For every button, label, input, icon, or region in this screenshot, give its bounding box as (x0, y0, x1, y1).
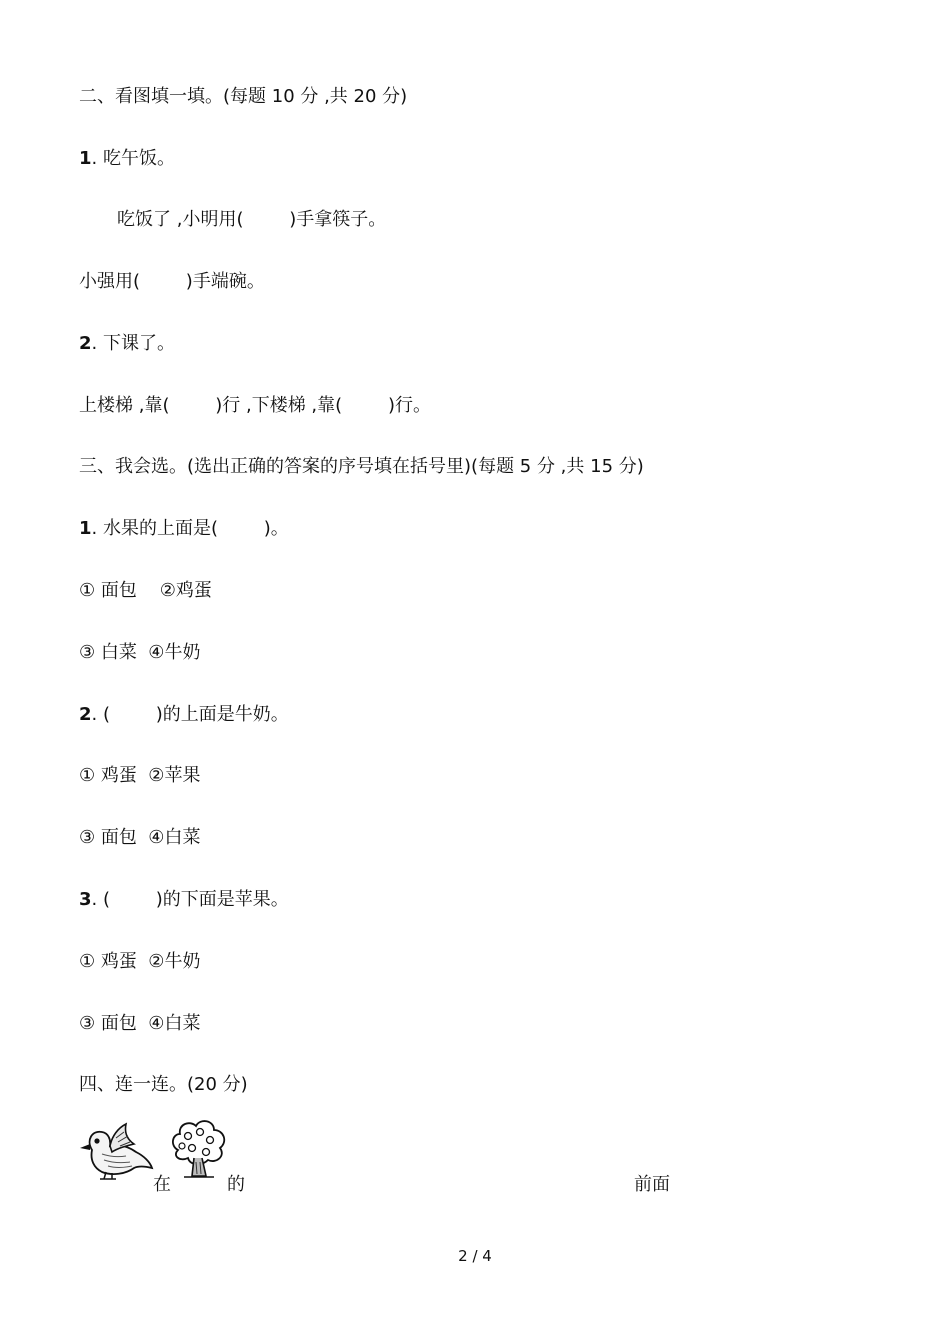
choice-question-1-options-a: ① 面包 ②鸡蛋 (79, 580, 212, 601)
connect-word-front: 前面 (634, 1174, 670, 1195)
bird-icon (78, 1122, 154, 1180)
question-text: . ( )的下面是苹果。 (91, 889, 289, 910)
choice-question-2-options-b: ③ 面包 ④白菜 (79, 827, 201, 848)
question-1-title (79, 147, 175, 171)
question-number: 2 (79, 333, 92, 354)
question-1-line-1: 吃饭了 ,小明用( )手拿筷子。 (117, 209, 387, 230)
question-number: 3 (79, 889, 92, 910)
section-3-heading: 三、我会选。(选出正确的答案的序号填在括号里)(每题 5 分 ,共 15 分) (79, 456, 644, 477)
question-number: 1 (79, 518, 92, 539)
choice-question-2-options-a: ① 鸡蛋 ②苹果 (79, 765, 201, 786)
choice-question-3-options-a: ① 鸡蛋 ②牛奶 (79, 951, 201, 972)
question-number: 2 (79, 704, 92, 725)
section-2-heading: 二、看图填一填。(每题 10 分 ,共 20 分) (79, 86, 408, 107)
tree-icon (170, 1118, 228, 1180)
question-2-title (79, 332, 175, 356)
choice-question-1-options-b: ③ 白菜 ④牛奶 (79, 642, 201, 663)
choice-question-1-title (79, 517, 289, 541)
question-text: . ( )的上面是牛奶。 (91, 704, 289, 725)
question-text: . 吃午饭。 (91, 148, 175, 169)
question-text: . 水果的上面是( )。 (91, 518, 289, 539)
connect-word-at: 在 (153, 1174, 171, 1195)
question-number: 1 (79, 148, 92, 169)
section-4-heading: 四、连一连。(20 分) (79, 1074, 248, 1095)
choice-question-3-options-b: ③ 面包 ④白菜 (79, 1013, 201, 1034)
question-2-line-1: 上楼梯 ,靠( )行 ,下楼梯 ,靠( )行。 (79, 395, 431, 416)
page-number: 2 / 4 (458, 1247, 492, 1265)
choice-question-3-title (79, 888, 289, 912)
question-1-line-2: 小强用( )手端碗。 (79, 271, 265, 292)
choice-question-2-title (79, 703, 289, 727)
connect-word-of: 的 (227, 1174, 245, 1195)
question-text: . 下课了。 (91, 333, 175, 354)
